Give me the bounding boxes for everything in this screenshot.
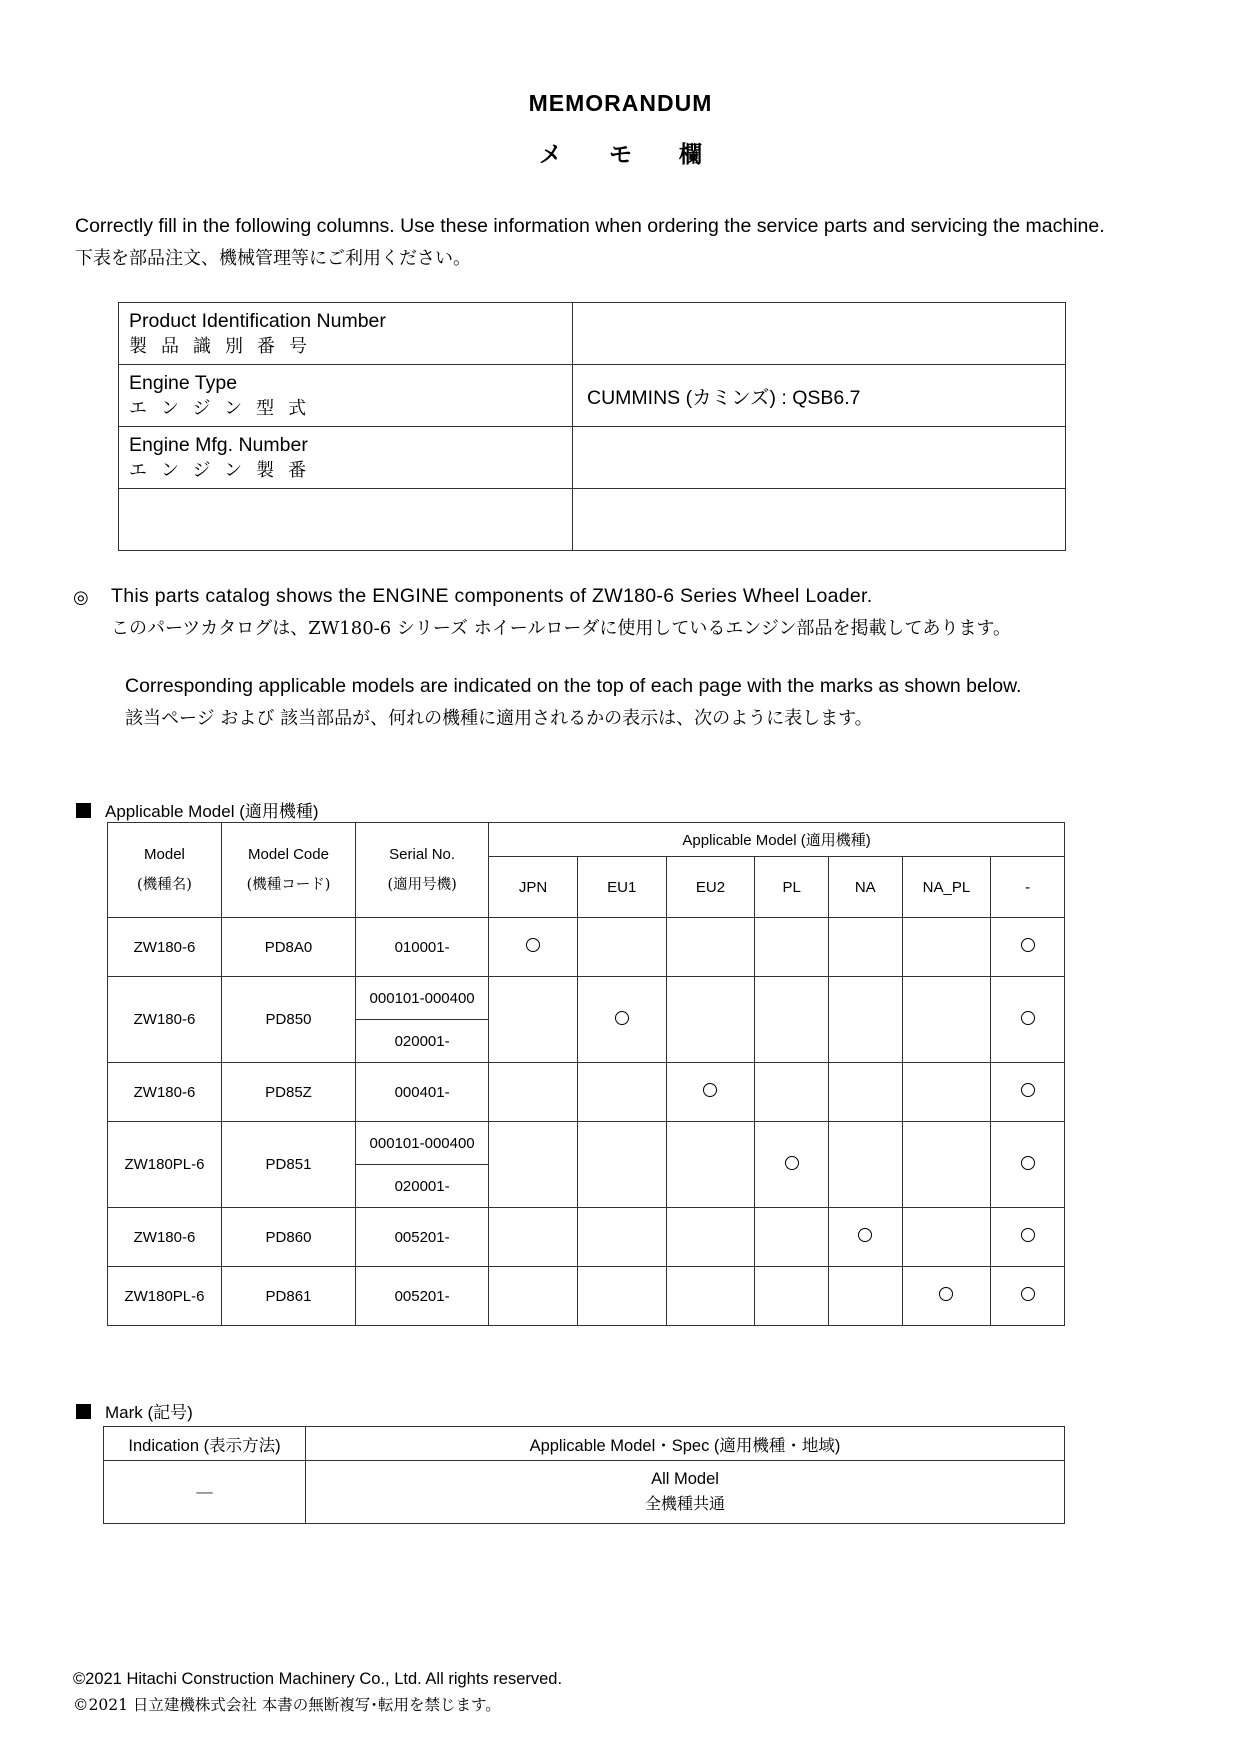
title-jp-char: モ — [609, 141, 632, 167]
model-code-cell: PD85Z — [221, 1063, 355, 1122]
applicability-cell — [666, 1063, 755, 1122]
square-bullet-icon — [76, 1404, 91, 1419]
region-column-header: NA_PL — [902, 857, 991, 918]
applicability-cell — [755, 1267, 829, 1326]
serial-cell: 000101-000400 — [356, 977, 489, 1020]
region-column-header: JPN — [489, 857, 578, 918]
serial-cell: 005201- — [356, 1208, 489, 1267]
circle-mark-icon — [1021, 1156, 1035, 1170]
model-cell: ZW180-6 — [108, 977, 222, 1063]
header-label-jp: (機種コード) — [246, 877, 331, 893]
applicability-cell — [666, 918, 755, 977]
indication-mark: — — [104, 1461, 306, 1524]
table-row — [108, 977, 1065, 1020]
applicability-cell — [991, 1063, 1065, 1122]
applicability-cell — [991, 977, 1065, 1063]
note-symbol: ◎ — [73, 587, 89, 607]
table-row — [108, 1063, 1065, 1122]
id-label: Engine Type — [129, 371, 238, 394]
serial-cell: 010001- — [356, 918, 489, 977]
table-row — [108, 1267, 1065, 1326]
spec-en: All Model — [651, 1470, 719, 1488]
spec-header: Applicable Model・Spec (適用機種・地域) — [306, 1427, 1065, 1461]
applicability-cell — [828, 1063, 902, 1122]
header-code — [221, 823, 355, 918]
model-cell: ZW180-6 — [108, 1063, 222, 1122]
applicability-cell — [828, 918, 902, 977]
model-code-cell: PD8A0 — [221, 918, 355, 977]
id-label-jp: エンジン型式 — [129, 397, 321, 419]
applicability-cell — [666, 1267, 755, 1326]
indication-header: Indication (表示方法) — [104, 1427, 306, 1461]
header-label-jp: (適用号機) — [387, 877, 457, 893]
id-label-cell — [119, 427, 573, 489]
header-serial — [356, 823, 489, 918]
applicability-cell — [755, 977, 829, 1063]
table-row — [108, 1122, 1065, 1165]
circle-mark-icon — [1021, 1228, 1035, 1242]
applicability-cell — [991, 1208, 1065, 1267]
intro-text-jp: 下表を部品注文、機械管理等にご利用ください。 — [75, 248, 471, 269]
model-cell: ZW180-6 — [108, 918, 222, 977]
catalog-note: This parts catalog shows the ENGINE components of ZW180-6 Series Wheel Loader. — [111, 585, 873, 607]
square-bullet-icon — [76, 803, 91, 818]
circle-mark-icon — [615, 1011, 629, 1025]
region-column-header: PL — [755, 857, 829, 918]
applicability-cell — [991, 918, 1065, 977]
model-code-cell: PD860 — [221, 1208, 355, 1267]
section-heading-applicable — [76, 797, 319, 822]
header-label-jp: (機種名) — [137, 877, 192, 893]
model-code-cell: PD851 — [221, 1122, 355, 1208]
applicable-note: Corresponding applicable models are indicated on the top of each page with the marks as shown below. — [125, 675, 1022, 697]
applicability-cell — [489, 1267, 578, 1326]
circle-mark-icon — [1021, 1287, 1035, 1301]
serial-cell: 020001- — [356, 1165, 489, 1208]
applicability-cell — [902, 918, 991, 977]
applicability-cell — [902, 1122, 991, 1208]
applicability-cell — [577, 1063, 666, 1122]
circle-mark-icon — [1021, 1083, 1035, 1097]
title-jp-char: メ — [539, 141, 562, 167]
applicability-cell — [755, 1122, 829, 1208]
id-value[interactable] — [573, 427, 1066, 489]
circle-mark-icon — [703, 1083, 717, 1097]
model-cell: ZW180PL-6 — [108, 1267, 222, 1326]
region-column-header: - — [991, 857, 1065, 918]
table-row — [119, 489, 1066, 551]
table-row — [108, 918, 1065, 977]
document-title-jp — [0, 136, 1241, 169]
table-row — [108, 1208, 1065, 1267]
region-column-header: NA — [828, 857, 902, 918]
applicability-cell — [902, 1208, 991, 1267]
serial-cell: 005201- — [356, 1267, 489, 1326]
applicable-model-table — [107, 822, 1065, 1326]
applicability-cell — [489, 1122, 578, 1208]
applicable-note-jp: 該当ページ および 該当部品が、何れの機種に適用されるかの表示は、次のように表します。 — [125, 708, 873, 729]
applicability-cell — [577, 1267, 666, 1326]
id-label-jp: エンジン製番 — [129, 459, 321, 481]
section-heading-mark — [76, 1398, 193, 1423]
model-code-cell: PD850 — [221, 977, 355, 1063]
header-label: Model — [144, 846, 185, 863]
mark-table — [103, 1426, 1065, 1524]
spec-cell — [306, 1461, 1065, 1524]
id-label-cell — [119, 303, 573, 365]
applicability-cell — [755, 918, 829, 977]
applicability-cell — [991, 1122, 1065, 1208]
copyright-jp: ©2021 日立建機株式会社 本書の無断複写･転用を禁じます。 — [73, 1696, 501, 1714]
applicability-cell — [577, 977, 666, 1063]
id-label-jp: 製品識別番号 — [129, 335, 321, 357]
intro-text: Correctly fill in the following columns. Use these information when ordering the service parts and servicing the machine. — [75, 215, 1105, 237]
id-label-cell — [119, 365, 573, 427]
circle-mark-icon — [785, 1156, 799, 1170]
serial-cell: 000101-000400 — [356, 1122, 489, 1165]
header-model — [108, 823, 222, 918]
applicability-cell — [902, 1063, 991, 1122]
id-label: Product Identification Number — [129, 309, 386, 332]
header-applicable: Applicable Model (適用機種) — [489, 823, 1065, 857]
table-row — [119, 365, 1066, 427]
section-title: Mark (記号) — [105, 1403, 193, 1422]
applicability-cell — [991, 1267, 1065, 1326]
applicability-cell — [666, 1208, 755, 1267]
title-jp-char: 欄 — [679, 141, 702, 167]
spec-jp: 全機種共通 — [644, 1494, 725, 1513]
applicability-cell — [577, 918, 666, 977]
applicability-cell — [577, 1122, 666, 1208]
id-label: Engine Mfg. Number — [129, 433, 308, 456]
applicability-cell — [902, 977, 991, 1063]
identification-table — [118, 302, 1066, 551]
applicability-cell — [828, 1122, 902, 1208]
applicability-cell — [828, 1267, 902, 1326]
table-row — [119, 427, 1066, 489]
table-row — [119, 303, 1066, 365]
applicability-cell — [755, 1208, 829, 1267]
applicability-cell — [489, 1208, 578, 1267]
header-label: Model Code — [248, 846, 329, 863]
applicability-cell — [828, 977, 902, 1063]
circle-mark-icon — [1021, 1011, 1035, 1025]
applicability-cell — [577, 1208, 666, 1267]
applicability-cell — [902, 1267, 991, 1326]
applicability-cell — [828, 1208, 902, 1267]
circle-mark-icon — [1021, 938, 1035, 952]
model-cell: ZW180PL-6 — [108, 1122, 222, 1208]
applicability-cell — [666, 1122, 755, 1208]
circle-mark-icon — [858, 1228, 872, 1242]
region-column-header: EU2 — [666, 857, 755, 918]
document-title: MEMORANDUM — [528, 90, 713, 116]
circle-mark-icon — [526, 938, 540, 952]
table-row — [104, 1427, 1065, 1461]
table-header-row — [108, 823, 1065, 857]
region-column-header: EU1 — [577, 857, 666, 918]
applicability-cell — [489, 1063, 578, 1122]
section-title: Applicable Model (適用機種) — [105, 802, 319, 821]
applicability-cell — [666, 977, 755, 1063]
header-label: Serial No. — [389, 846, 456, 863]
copyright: ©2021 Hitachi Construction Machinery Co., Ltd. All rights reserved. — [73, 1670, 563, 1688]
serial-cell: 000401- — [356, 1063, 489, 1122]
model-cell: ZW180-6 — [108, 1208, 222, 1267]
table-row — [104, 1461, 1065, 1524]
model-code-cell: PD861 — [221, 1267, 355, 1326]
id-value[interactable]: CUMMINS (カミンズ) : QSB6.7 — [573, 365, 1066, 427]
serial-cell: 020001- — [356, 1020, 489, 1063]
id-value[interactable] — [573, 489, 1066, 551]
applicability-cell — [755, 1063, 829, 1122]
circle-mark-icon — [939, 1287, 953, 1301]
id-value[interactable] — [573, 303, 1066, 365]
applicability-cell — [489, 918, 578, 977]
id-label-cell — [119, 489, 573, 551]
applicability-cell — [489, 977, 578, 1063]
catalog-note-jp: このパーツカタログは、ZW180-6 シリーズ ホイールローダに使用しているエンジン部品を掲載してあります。 — [111, 618, 1012, 639]
